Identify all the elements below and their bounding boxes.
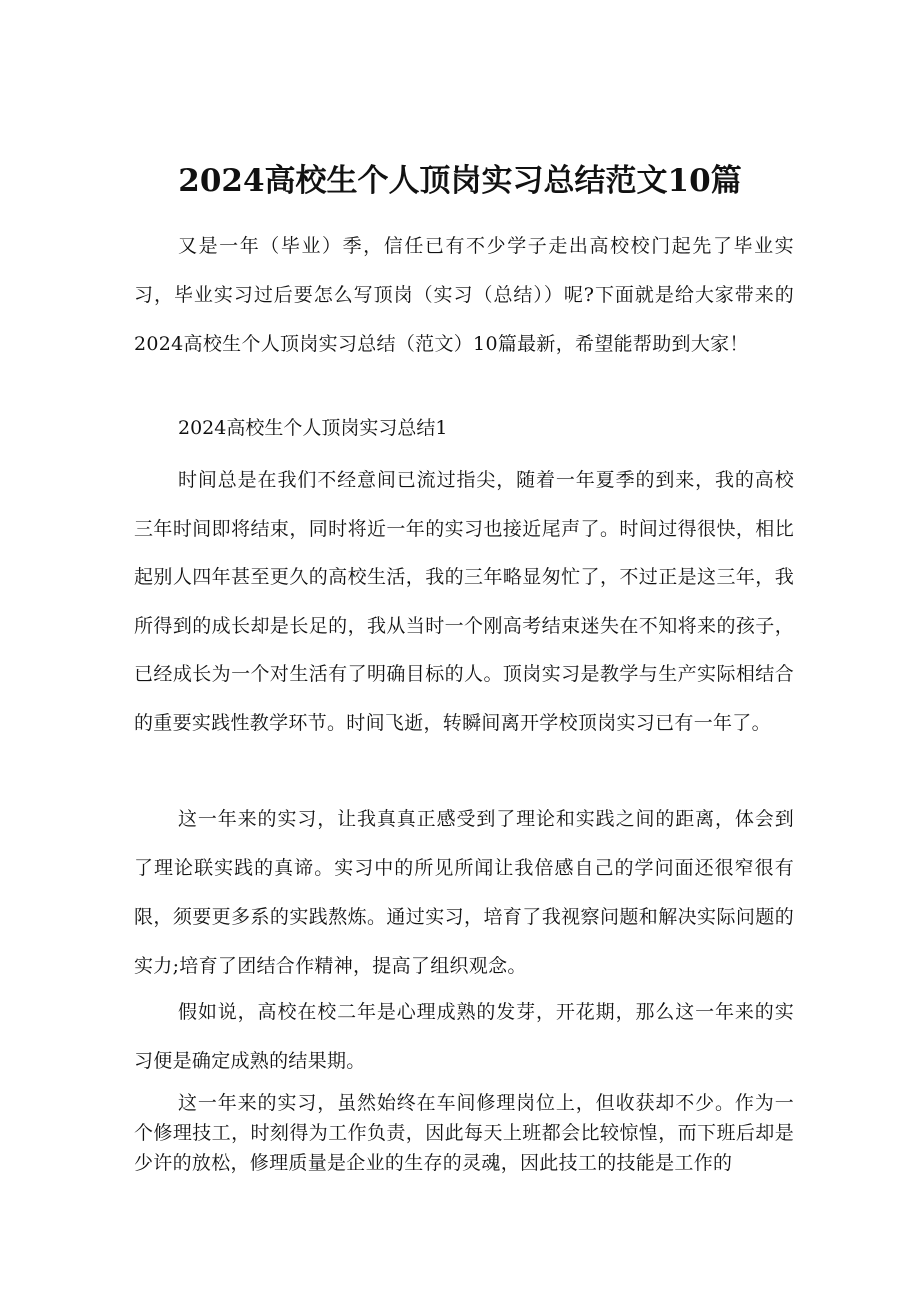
body-paragraph-2: 这一年来的实习，让我真真正感受到了理论和实践之间的距离，体会到了理论联实践的真谛。实习中的所见所闻让我倍感自己的学问面还很窄很有限，须要更多系的实践熬炼。通过实习，培育了我视察问题和解决实际问题的实力;培育了团结合作精神，提高了组织观念。 [134,808,794,977]
body-paragraph-4: 这一年来的实习，虽然始终在车间修理岗位上，但收获却不少。作为一个修理技工，时刻得为工作负责，因此每天上班都会比较惊惶，而下班后却是少许的放松，修理质量是企业的生存的灵魂，因此技工的技能是工作的 [134,1092,794,1174]
body-paragraph-1: 时间总是在我们不经意间已流过指尖，随着一年夏季的到来，我的高校三年时间即将结束，同时将近一年的实习也接近尾声了。时间过得很快，相比起别人四年甚至更久的高校生活，我的三年略显匆忙了，不过正是这三年，我所得到的成长却是长足的，我从当时一个刚高考结束迷失在不知将来的孩子，已经成长为一个对生活有了明确目标的人。顶岗实习是教学与生产实际相结合的重要实践性教学环节。时间飞逝，转瞬间离开学校顶岗实习已有一年了。 [134,469,794,734]
section-heading: 2024高校生个人顶岗实习总结1 [178,417,448,439]
document-title: 2024高校生个人顶岗实习总结范文10篇 [178,162,742,199]
intro-paragraph: 又是一年（毕业）季，信任已有不少学子走出高校校门起先了毕业实习，毕业实习过后要怎么写顶岗（实习（总结））呢?下面就是给大家带来的2024高校生个人顶岗实习总结（范文）10篇最新，希望能帮助到大家！ [134,235,794,355]
body-paragraph-3: 假如说，高校在校二年是心理成熟的发芽，开花期，那么这一年来的实习便是确定成熟的结果期。 [134,1001,794,1072]
